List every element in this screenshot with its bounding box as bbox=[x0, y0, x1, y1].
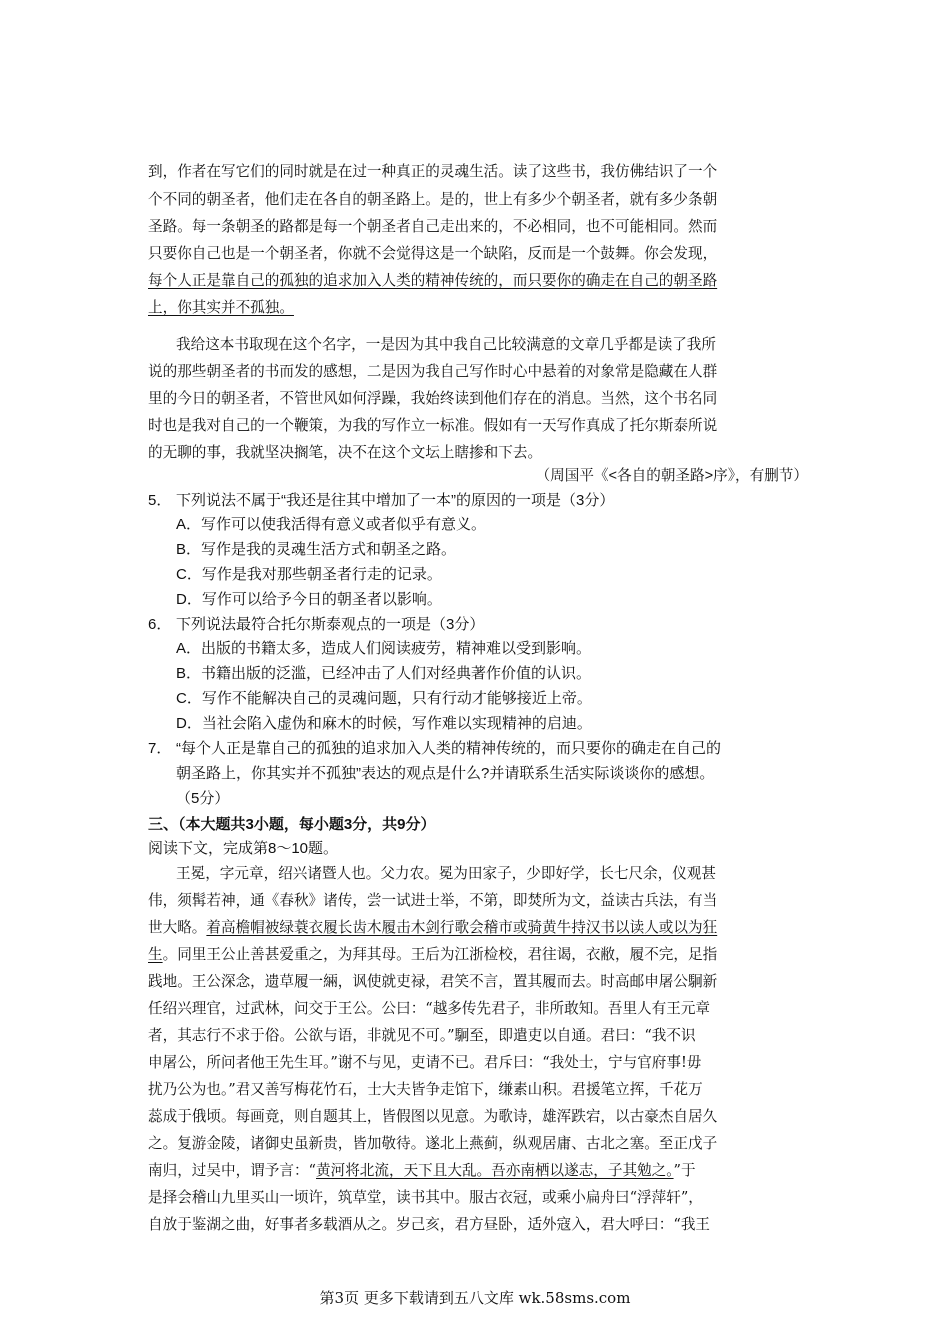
passage2-line: 蕊成于俄顷。每画竟，则自题其上，皆假图以见意。为歌诗，雄浑跌宕，以古豪杰自居久 bbox=[148, 1108, 718, 1125]
passage2-line: 申屠公，所问者他王先生耳。”谢不与见，吏请不已。君斥曰：“我处士，宁与官府事!毋 bbox=[148, 1054, 702, 1071]
passage1-para2-line: 说的那些朝圣者的书而发的感想，二是因为我自己写作时心中悬着的对象常是隐藏在人群 bbox=[148, 363, 718, 380]
answer-option: B．写作是我的灵魂生活方式和朝圣之路。 bbox=[176, 541, 457, 558]
passage2-line: 之。复游金陵，诸御史虽新贵，皆加敬待。遂北上燕蓟，纵观居庸、古北之塞。至正戊子 bbox=[148, 1135, 718, 1152]
citation: （周国平《<各自的朝圣路>序》，有删节） bbox=[535, 468, 808, 484]
question-text: 下列说法不属于“我还是往其中增加了一本”的原因的一项是（3分） bbox=[176, 492, 615, 509]
section-instruction: 阅读下文，完成第8～10题。 bbox=[148, 840, 339, 857]
passage1-line: 到，作者在写它们的同时就是在过一种真正的灵魂生活。读了这些书，我仿佛结识了一个 bbox=[148, 163, 718, 180]
passage1-para2-line: 里的今日的朝圣者，不管世风如何浮躁，我始终读到他们存在的消息。当然，这个书名同 bbox=[148, 390, 718, 407]
passage2-line-12 bbox=[148, 1161, 808, 1181]
passage1-para2-line: 的无聊的事，我就坚决搁笔，决不在这个文坛上瞎掺和下去。 bbox=[148, 444, 543, 461]
passage2-line: 是择会稽山九里买山一顷许，筑草堂，读书其中。服古衣冠，或乘小扁舟曰“浮萍轩”， bbox=[148, 1189, 703, 1206]
passage2-line-4 bbox=[148, 945, 808, 965]
passage2-line-3 bbox=[148, 918, 808, 938]
question-number: 5． bbox=[148, 492, 172, 509]
passage1-line-underlined: 每个人正是靠自己的孤独的追求加入人类的精神传统的，而只要你的确走在自己的朝圣路 bbox=[148, 272, 718, 289]
passage2-line4-rest: 。同里王公止善甚爱重之，为拜其母。王后为江浙检校，君往谒，衣敝，履不完，足指 bbox=[162, 946, 718, 963]
page-footer: 第3页 更多下载请到五八文库 wk.58sms.com bbox=[319, 1289, 631, 1307]
passage2-line: 者，其志行不求于俗。公欲与语，非就见不可。”駉至，即遣吏以自通。君曰：“我不识 bbox=[148, 1027, 696, 1044]
section-heading: 三、（本大题共3小题，每小题3分，共9分） bbox=[148, 816, 436, 833]
passage1-line: 个不同的朝圣者，他们走在各自的朝圣路上。是的，世上有多少个朝圣者，就有多少条朝 bbox=[148, 191, 718, 208]
answer-option: A．写作可以使我活得有意义或者似乎有意义。 bbox=[176, 516, 487, 533]
question-number: 7． bbox=[148, 740, 172, 757]
passage2-line: 任绍兴理官，过武林，问交于王公。公曰：“越多传先君子，非所敢知。吾里人有王元章 bbox=[148, 1000, 711, 1017]
question-number: 6． bbox=[148, 616, 172, 633]
passage2-line: 伟，须髯若神，通《春秋》诸传，尝一试进士举，不第，即焚所为文，益读古兵法，有当 bbox=[148, 892, 718, 909]
answer-option: C．写作不能解决自己的灵魂问题，只有行动才能够接近上帝。 bbox=[176, 690, 592, 707]
question-text: “每个人正是靠自己的孤独的追求加入人类的精神传统的，而只要你的确走在自己的 bbox=[176, 740, 721, 757]
passage2-line4-underlined: 生 bbox=[148, 946, 163, 963]
passage1-line-underlined: 上，你其实并不孤独。 bbox=[148, 299, 294, 316]
passage1-para2-line: 我给这本书取现在这个名字，一是因为其中我自己比较满意的文章几乎都是读了我所 bbox=[176, 336, 716, 353]
answer-option: D．写作可以给予今日的朝圣者以影响。 bbox=[176, 591, 442, 608]
passage1-para2-line: 时也是我对自己的一个鞭策，为我的写作立一标准。假如有一天写作真成了托尔斯泰所说 bbox=[148, 417, 718, 434]
passage2-line: 王冕，字元章，绍兴诸暨人也。父力农。冕为田家子，少即好学，长七尺余，仪观甚 bbox=[176, 865, 716, 882]
passage1-line: 圣路。每一条朝圣的路都是每一个朝圣者自己走出来的，不必相同，也不可能相同。然而 bbox=[148, 218, 718, 235]
question-text: 下列说法最符合托尔斯泰观点的一项是（3分） bbox=[176, 616, 485, 633]
passage2-line: 自放于鉴湖之曲，好事者多载酒从之。岁己亥，君方昼卧，适外寇入，君大呼曰：“我王 bbox=[148, 1216, 711, 1233]
question-points: （5分） bbox=[176, 790, 230, 807]
passage1-line: 只要你自己也是一个朝圣者，你就不会觉得这是一个缺陷，反而是一个鼓舞。你会发现， bbox=[148, 245, 718, 262]
answer-option: C．写作是我对那些朝圣者行走的记录。 bbox=[176, 566, 442, 583]
passage2-line12-suffix: ”于 bbox=[673, 1162, 696, 1179]
question-text: 朝圣路上，你其实并不孤独”表达的观点是什么?并请联系生活实际谈谈你的感想。 bbox=[176, 765, 715, 782]
passage2-line12-prefix: 南归，过吴中，谓予言：“ bbox=[148, 1162, 316, 1179]
passage2-line: 扰乃公为也。”君又善写梅花竹石，士大夫皆争走馆下，缣素山积。君援笔立挥，千花万 bbox=[148, 1081, 703, 1098]
passage2-line3-prefix: 世大略。 bbox=[148, 919, 207, 936]
passage2-line12-underlined: 黄河将北流，天下且大乱。吾亦南栖以遂志，子其勉之。 bbox=[316, 1162, 674, 1179]
answer-option: A．出版的书籍太多，造成人们阅读疲劳，精神难以受到影响。 bbox=[176, 640, 592, 657]
answer-option: D．当社会陷入虚伪和麻木的时候，写作难以实现精神的启迪。 bbox=[176, 715, 592, 732]
passage2-line: 践地。王公深念，遗草履一緉，讽使就吏禄，君笑不言，置其履而去。时高邮申屠公駉新 bbox=[148, 973, 718, 990]
answer-option: B．书籍出版的泛滥，已经冲击了人们对经典著作价值的认识。 bbox=[176, 665, 592, 682]
passage2-line3-underlined: 着高檐帽被绿蓑衣履长齿木履击木剑行歌会稽市或骑黄牛持汉书以读人或以为狂 bbox=[206, 919, 718, 936]
